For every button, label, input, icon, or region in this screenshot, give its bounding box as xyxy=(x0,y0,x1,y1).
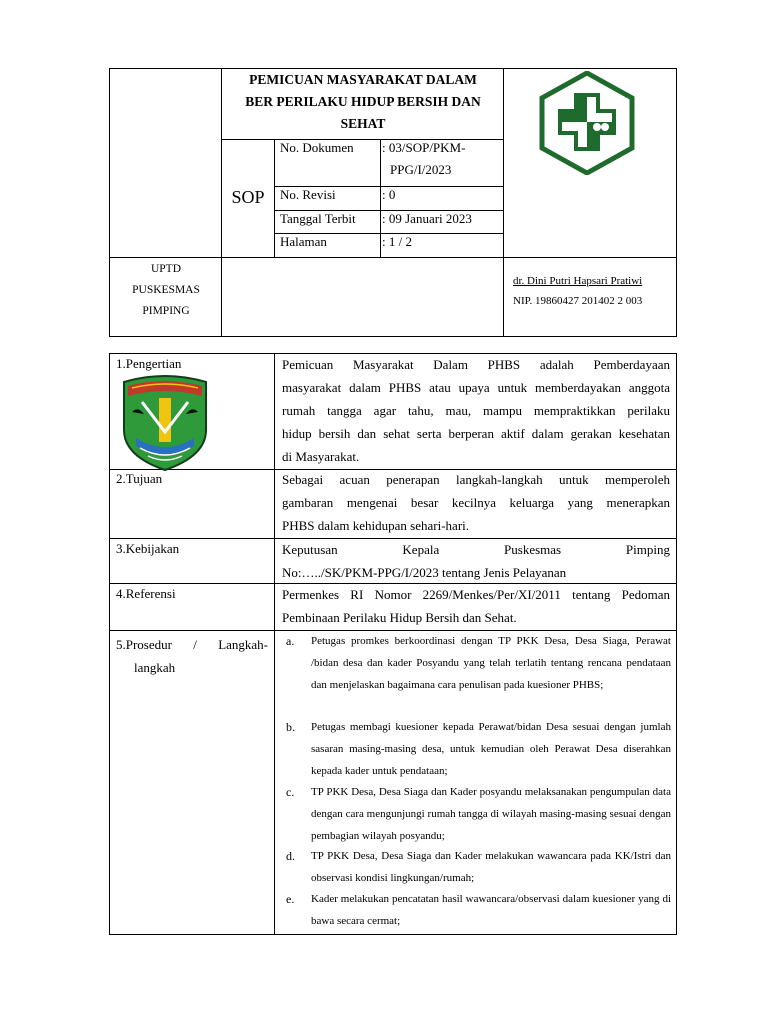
label-line: langkah xyxy=(134,660,176,675)
meta-label-dokumen: No. Dokumen xyxy=(280,140,354,155)
step-marker: c. xyxy=(286,785,295,799)
section-text-kebijakan xyxy=(282,538,670,584)
text-line: Pemicuan Masyarakat Dalam PHBS adalah Pemberdayaan xyxy=(282,357,670,372)
step-text: Kader melakukan pencatatan hasil wawancara/observasi dalam kuesioner yang di bawa secara cermat; xyxy=(311,893,671,927)
meta-value-dokumen xyxy=(382,137,465,181)
org-line: UPTD xyxy=(150,263,182,275)
section-label-pengertian: 1.Pengertian xyxy=(116,356,182,371)
org-line: PIMPING xyxy=(142,305,190,317)
label-line: 5.Prosedur / Langkah- xyxy=(116,637,268,652)
step-marker: d. xyxy=(286,849,295,863)
step-marker: e. xyxy=(286,892,295,906)
signatory-nip: NIP. 19860427 201402 2 003 xyxy=(513,295,643,307)
text-line: rumah tangga agar tahu, mau, mampu mempraktikkan perilaku xyxy=(282,403,670,418)
org-line: PUSKESMAS xyxy=(132,284,200,296)
text-line: masyarakat dalam PHBS atau upaya untuk memberdayakan anggota xyxy=(282,380,670,395)
title-line: PEMICUAN MASYARAKAT DALAM xyxy=(249,72,477,87)
meta-value-line: : 03/SOP/PKM- xyxy=(382,140,466,155)
step-text: Petugas promkes berkoordinasi dengan TP PKK Desa, Desa Siaga, Perawat /bidan desa dan kader Posyandu yang telah terlatih tentang rencana pendataan dan menjelaskan bagaimana cara penulisan pada kuesioner PHBS; xyxy=(311,635,671,691)
meta-value-halaman: : 1 / 2 xyxy=(382,234,412,249)
text-line: gambaran mengenai besar kecilnya keluarga yang menerapkan xyxy=(282,495,670,510)
step-text: TP PKK Desa, Desa Siaga dan Kader melakukan wawancara pada KK/Istri dan observasi kondisi lingkungan/rumah; xyxy=(311,850,671,884)
text-line: hidup bersih dan sehat serta berperan aktif dalam gerakan kesehatan xyxy=(282,426,670,441)
section-text-tujuan xyxy=(282,468,670,537)
meta-label-revisi: No. Revisi xyxy=(280,187,336,202)
regency-crest-icon xyxy=(118,372,212,472)
section-text-pengertian xyxy=(282,353,670,468)
section-label-kebijakan: 3.Kebijakan xyxy=(116,541,180,556)
puskesmas-logo-icon xyxy=(538,71,636,175)
sop-content-table xyxy=(109,353,677,935)
text-line: di Masyarakat. xyxy=(282,449,360,464)
sop-label: SOP xyxy=(231,186,265,207)
text-line: Sebagai acuan penerapan langkah-langkah untuk memperoleh xyxy=(282,472,670,487)
step-text: Petugas membagi kuesioner kepada Perawat/bidan Desa sesuai dengan jumlah sasaran masing-masing desa, untuk kemudian oleh Perawat Desa diserahkan kepada kader untuk pendataan; xyxy=(311,721,671,777)
step-text: TP PKK Desa, Desa Siaga dan Kader posyandu melaksanakan pengumpulan data dengan cara mengunjungi rumah tangga di wilayah masing-masing sesuai dengan pembagian wilayah posyandu; xyxy=(311,786,671,842)
meta-value-line: PPG/I/2023 xyxy=(390,162,452,177)
text-line: Permenkes RI Nomor 2269/Menkes/Per/XI/2011 tentang Pedoman xyxy=(282,587,670,602)
step-marker: b. xyxy=(286,720,295,734)
meta-value-revisi: : 0 xyxy=(382,187,396,202)
section-label-referensi: 4.Referensi xyxy=(116,586,176,601)
sop-header-table xyxy=(109,68,677,337)
title-line: SEHAT xyxy=(340,116,386,131)
text-line: No:…../SK/PKM-PPG/I/2023 tentang Jenis Pelayanan xyxy=(282,565,567,580)
meta-value-tanggal: : 09 Januari 2023 xyxy=(382,211,472,226)
text-line: PHBS dalam kehidupan sehari-hari. xyxy=(282,518,470,533)
organization-name xyxy=(110,259,222,322)
section-label-prosedur xyxy=(116,633,268,679)
signatory-name: dr. Dini Putri Hapsari Pratiwi xyxy=(513,275,643,287)
document-title xyxy=(222,69,504,139)
meta-label-halaman: Halaman xyxy=(280,234,327,249)
meta-label-tanggal: Tanggal Terbit xyxy=(280,211,356,226)
title-line: BER PERILAKU HIDUP BERSIH DAN xyxy=(245,94,481,109)
section-text-referensi xyxy=(282,583,670,629)
text-line: Pembinaan Perilaku Hidup Bersih dan Sehat. xyxy=(282,610,517,625)
section-label-tujuan: 2.Tujuan xyxy=(116,471,163,486)
step-marker: a. xyxy=(286,634,295,648)
text-line: Keputusan Kepala Puskesmas Pimping xyxy=(282,542,670,557)
